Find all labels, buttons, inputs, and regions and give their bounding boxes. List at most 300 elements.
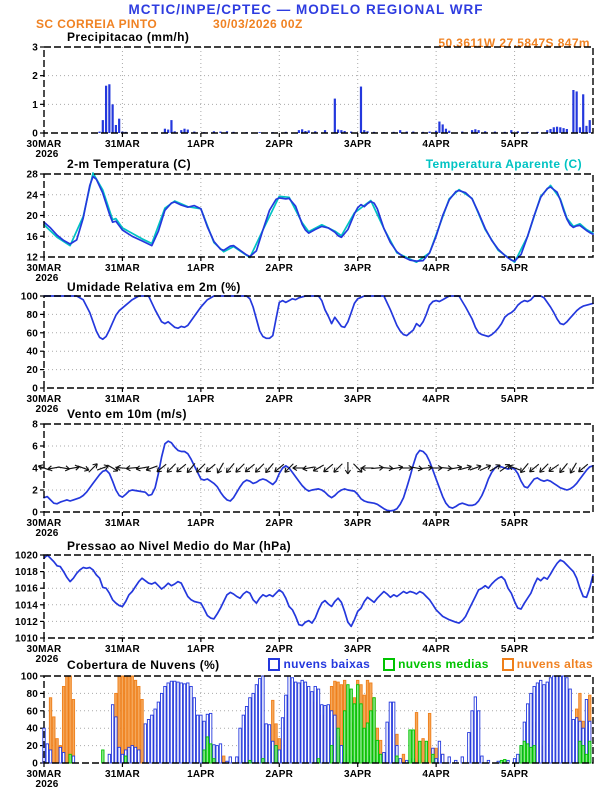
- x-tick-label: 3APR: [343, 518, 372, 529]
- cloud-bar: [422, 739, 424, 763]
- y-tick-label: 0: [32, 383, 38, 395]
- panel-pressao: [15, 551, 593, 666]
- x-tick-label: 1APR: [187, 139, 215, 150]
- cloud-bar: [360, 704, 362, 763]
- x-tick-label: 5APR: [500, 394, 529, 405]
- cloud-bar: [366, 723, 368, 763]
- cloud-bar: [108, 754, 110, 763]
- cloud-bar: [324, 706, 326, 763]
- cloud-bar: [72, 756, 74, 763]
- precip-bar: [399, 130, 401, 133]
- y-tick-label: 80: [26, 309, 38, 321]
- x-tick-label: 3APR: [343, 644, 372, 655]
- cloud-bar: [334, 715, 336, 763]
- precip-bar: [105, 86, 107, 133]
- cloud-bar: [468, 733, 470, 763]
- x-tick-label: 1APR: [187, 394, 215, 405]
- panel-temperatura: [26, 170, 593, 285]
- x-tick-label: 4APR: [422, 769, 450, 780]
- wind-barb-icon: [558, 462, 570, 475]
- cloud-bar: [585, 699, 587, 763]
- x-tick-year: 2026: [35, 149, 59, 160]
- cloud-bar: [193, 698, 195, 763]
- x-tick-label: 30MAR: [26, 644, 62, 655]
- cloud-bar: [229, 757, 231, 763]
- precip-bar: [115, 125, 117, 133]
- y-tick-label: 2: [32, 485, 38, 497]
- wind-barb-icon: [489, 463, 502, 474]
- panel-title-temperatura-aparente: Temperatura Aparente (C): [425, 157, 582, 171]
- cloud-bar: [278, 750, 280, 763]
- x-tick-year: 2026: [35, 528, 59, 539]
- cloud-bar: [536, 683, 538, 763]
- legend-label: nuvens baixas: [283, 657, 371, 671]
- cloud-bar: [262, 676, 264, 763]
- cloud-bar: [170, 681, 172, 763]
- cloud-bar: [144, 724, 146, 763]
- cloud-bar: [471, 711, 473, 763]
- cloud-bar: [56, 739, 58, 763]
- cloud-bar: [363, 728, 365, 763]
- cloud-bar: [111, 705, 113, 763]
- x-tick-label: 1APR: [187, 263, 215, 274]
- cloud-bar: [357, 685, 359, 763]
- cloud-bar: [249, 698, 251, 763]
- panel-frame: [44, 47, 593, 133]
- precip-bar: [562, 128, 564, 133]
- cloud-bar: [53, 717, 55, 763]
- cloud-bar: [425, 741, 427, 763]
- cloud-bar: [582, 746, 584, 763]
- cloud-bar: [275, 746, 277, 763]
- x-tick-label: 4APR: [422, 139, 450, 150]
- cloud-bar: [291, 678, 293, 763]
- cloud-bar: [589, 741, 591, 763]
- wind-barb-icon: [57, 464, 70, 471]
- cloud-bar: [311, 692, 313, 763]
- cloud-bar: [585, 754, 587, 763]
- cloud-bar: [265, 724, 267, 763]
- precip-bar: [572, 90, 574, 133]
- wind-barb-icon: [547, 462, 560, 473]
- cloud-bar: [546, 682, 548, 763]
- cloud-bar: [160, 693, 162, 763]
- x-tick-label: 31MAR: [104, 263, 140, 274]
- cloud-bar: [59, 747, 61, 763]
- panel-title-umidade: Umidade Relativa em 2m (%): [67, 280, 241, 294]
- data-line-blue: [44, 441, 593, 511]
- cloud-bar: [115, 717, 117, 763]
- cloud-bar: [579, 741, 581, 763]
- data-line-blue: [44, 177, 593, 262]
- x-tick-label: 31MAR: [104, 769, 140, 780]
- cloud-bar: [402, 754, 404, 763]
- x-tick-label: 5APR: [500, 139, 529, 150]
- cloud-bar: [530, 747, 532, 763]
- x-tick-label: 5APR: [500, 644, 529, 655]
- cloud-bar: [167, 683, 169, 763]
- x-tick-label: 2APR: [265, 394, 294, 405]
- y-tick-label: 1014: [14, 600, 38, 612]
- x-tick-label: 31MAR: [104, 518, 140, 529]
- cloud-bar: [134, 747, 136, 763]
- precip-bar: [442, 124, 444, 133]
- cloud-bar: [347, 685, 349, 763]
- wind-barb-icon: [244, 462, 257, 474]
- cloud-bar: [553, 676, 555, 763]
- cloud-bar: [252, 693, 254, 763]
- cloud-bar: [353, 704, 355, 763]
- cloud-bar: [281, 718, 283, 763]
- cloud-bar: [69, 676, 71, 763]
- x-tick-label: 4APR: [422, 518, 450, 529]
- cloud-bar: [203, 750, 205, 763]
- cloud-bar: [62, 686, 64, 763]
- cloud-bar: [141, 699, 143, 763]
- precip-bar: [108, 84, 110, 133]
- y-tick-label: 24: [26, 190, 38, 202]
- cloud-bar: [540, 680, 542, 763]
- data-line-cyan: [44, 173, 593, 262]
- precip-bar: [559, 127, 561, 133]
- wind-barb-icon: [204, 462, 217, 474]
- x-tick-label: 30MAR: [26, 394, 62, 405]
- y-tick-label: 12: [26, 252, 38, 264]
- cloud-bar: [399, 759, 401, 763]
- panel-title-temperatura: 2-m Temperatura (C): [67, 157, 192, 171]
- cloud-bar: [343, 711, 345, 763]
- cloud-bar: [285, 695, 287, 763]
- cloud-bar: [562, 676, 564, 763]
- wind-barb-icon: [293, 465, 305, 470]
- y-tick-label: 1012: [14, 616, 38, 628]
- cloud-bar: [523, 741, 525, 763]
- y-tick-label: 0: [32, 507, 38, 519]
- cloud-bar: [245, 706, 247, 763]
- legend-label: nuvens medias: [398, 657, 489, 671]
- model-run-datetime: 30/03/2026 00Z: [213, 17, 303, 31]
- cloud-bar: [268, 725, 270, 763]
- precip-bar: [170, 120, 172, 133]
- y-tick-label: 8: [32, 419, 38, 431]
- wind-barb-icon: [401, 465, 413, 470]
- x-tick-label: 5APR: [500, 518, 529, 529]
- page-title: MCTIC/INPE/CPTEC — MODELO REGIONAL WRF: [128, 2, 484, 17]
- y-tick-label: 20: [26, 211, 38, 222]
- wind-barb-icon: [345, 462, 350, 474]
- y-tick-label: 20: [26, 741, 38, 753]
- cloud-bar: [242, 715, 244, 763]
- y-tick-label: 28: [26, 169, 38, 181]
- cloud-bar: [517, 754, 519, 763]
- x-tick-label: 30MAR: [26, 518, 62, 529]
- cloud-bar: [474, 697, 476, 763]
- x-tick-label: 2APR: [265, 263, 294, 274]
- x-tick-label: 30MAR: [26, 139, 62, 150]
- cloud-bar: [379, 754, 381, 763]
- legend-label: nuvens altas: [516, 657, 593, 671]
- precip-bar: [556, 127, 558, 133]
- precip-bar: [579, 127, 581, 133]
- cloud-bar: [164, 686, 166, 763]
- cloud-bar: [448, 757, 450, 763]
- y-tick-label: 3: [32, 42, 38, 54]
- wind-barb-icon: [155, 462, 168, 474]
- cloud-bar: [412, 730, 414, 763]
- precip-bar: [553, 127, 555, 133]
- panel-vento: [27, 420, 593, 540]
- wind-barb-icon: [332, 462, 344, 474]
- wind-barb-icon: [165, 462, 177, 474]
- x-tick-label: 2APR: [265, 518, 294, 529]
- cloud-bar: [190, 686, 192, 763]
- cloud-bar: [255, 685, 257, 763]
- cloud-bar: [350, 689, 352, 763]
- cloud-bar: [294, 682, 296, 763]
- cloud-bar: [520, 746, 522, 763]
- cloud-bar: [216, 746, 218, 763]
- cloud-bar: [121, 676, 123, 763]
- station-name: SC CORREIA PINTO: [36, 17, 158, 31]
- cloud-bar: [428, 713, 430, 763]
- wind-barb-icon: [381, 465, 393, 471]
- cloud-bar: [187, 683, 189, 763]
- cloud-bar: [62, 753, 64, 763]
- cloud-bar: [49, 750, 51, 763]
- y-tick-label: 0: [32, 758, 38, 770]
- y-tick-label: 1: [32, 99, 38, 111]
- y-tick-label: 6: [32, 441, 38, 453]
- cloud-bar: [288, 676, 290, 763]
- y-tick-label: 16: [26, 231, 38, 243]
- x-tick-year: 2026: [35, 654, 59, 665]
- x-tick-label: 3APR: [343, 769, 372, 780]
- cloud-bar: [301, 680, 303, 763]
- precip-bar: [429, 132, 431, 133]
- cloud-bar: [223, 756, 225, 763]
- cloud-bar: [396, 756, 398, 763]
- x-tick-label: 30MAR: [26, 263, 62, 274]
- cloud-bar: [409, 730, 411, 763]
- cloud-bar: [154, 709, 156, 763]
- precip-bar: [585, 126, 587, 133]
- cloud-bar: [314, 686, 316, 763]
- wind-barb-icon: [224, 462, 236, 475]
- x-tick-label: 31MAR: [104, 394, 140, 405]
- cloud-bar: [569, 689, 571, 763]
- x-tick-label: 3APR: [343, 139, 372, 150]
- wind-barb-icon: [440, 465, 452, 471]
- cloud-bar: [118, 747, 120, 763]
- cloud-bar: [533, 746, 535, 763]
- y-tick-label: 1020: [14, 550, 38, 562]
- cloud-bar: [526, 744, 528, 763]
- precip-bar: [118, 119, 120, 133]
- x-tick-year: 2026: [35, 273, 59, 284]
- cloud-bar: [441, 754, 443, 763]
- cloud-bar: [219, 744, 221, 763]
- cloud-bar: [298, 683, 300, 763]
- cloud-bar: [304, 682, 306, 763]
- cloud-bar: [180, 683, 182, 763]
- y-tick-label: 60: [26, 706, 38, 718]
- cloud-bar: [477, 711, 479, 763]
- precip-bar: [438, 122, 440, 133]
- panel-title-precipitacao: Precipitacao (mm/h): [67, 30, 190, 44]
- cloud-bar: [438, 741, 440, 763]
- cloud-bar: [239, 728, 241, 763]
- wind-barb-icon: [254, 462, 266, 474]
- x-tick-label: 30MAR: [26, 769, 62, 780]
- cloud-bar: [177, 682, 179, 763]
- cloud-bar: [337, 728, 339, 763]
- cloud-bar: [556, 676, 558, 763]
- x-tick-label: 4APR: [422, 394, 450, 405]
- precip-bar: [298, 130, 300, 133]
- x-tick-label: 4APR: [422, 263, 450, 274]
- x-tick-label: 4APR: [422, 644, 450, 655]
- cloud-bar: [206, 737, 208, 763]
- y-tick-label: 20: [26, 365, 38, 377]
- precip-bar: [582, 94, 584, 133]
- cloud-bar: [128, 747, 130, 763]
- cloud-bar: [307, 686, 309, 763]
- y-tick-label: 40: [26, 723, 38, 735]
- y-tick-label: 4: [32, 463, 38, 475]
- precip-bar: [102, 120, 104, 133]
- cloud-bar: [392, 702, 394, 763]
- cloud-bar: [543, 685, 545, 763]
- cloud-bar: [549, 678, 551, 763]
- x-tick-label: 5APR: [500, 263, 529, 274]
- x-tick-label: 1APR: [187, 769, 215, 780]
- cloud-bar: [249, 760, 251, 763]
- cloud-bar: [415, 713, 417, 763]
- cloud-bar: [389, 702, 391, 763]
- x-tick-label: 2APR: [265, 139, 294, 150]
- panel-nuvens: [21, 672, 593, 791]
- cloud-bar: [157, 702, 159, 763]
- cloud-bar: [370, 711, 372, 763]
- cloud-bar: [321, 705, 323, 763]
- y-tick-label: 80: [26, 688, 38, 700]
- precip-bar: [98, 132, 100, 133]
- panel-title-pressao: Pressao ao Nivel Medio do Mar (hPa): [67, 539, 292, 553]
- y-tick-label: 100: [20, 291, 38, 303]
- x-tick-label: 3APR: [343, 263, 372, 274]
- cloud-bar: [131, 746, 133, 763]
- panel-title-nuvens: Cobertura de Nuvens (%): [67, 658, 220, 672]
- y-tick-label: 0: [32, 128, 38, 140]
- cloud-bar: [72, 699, 74, 763]
- x-tick-label: 5APR: [500, 769, 529, 780]
- cloud-bar: [272, 741, 274, 763]
- x-tick-label: 1APR: [187, 644, 215, 655]
- cloud-bar: [174, 681, 176, 763]
- precip-bar: [589, 120, 591, 133]
- wind-barb-icon: [568, 462, 579, 475]
- cloud-bar: [138, 750, 140, 763]
- cloud-bar: [66, 676, 68, 763]
- y-tick-label: 100: [20, 671, 38, 683]
- x-tick-label: 1APR: [187, 518, 215, 529]
- cloud-bar: [432, 754, 434, 763]
- panel-frame: [44, 296, 593, 388]
- cloud-bar: [330, 746, 332, 763]
- x-tick-label: 3APR: [343, 394, 372, 405]
- cloud-bar: [151, 715, 153, 763]
- x-tick-label: 31MAR: [104, 644, 140, 655]
- cloud-bar: [566, 678, 568, 763]
- panel-frame: [44, 555, 593, 638]
- cloud-bar: [383, 753, 385, 763]
- cloud-bar: [340, 746, 342, 763]
- cloud-bar: [121, 754, 123, 763]
- x-tick-year: 2026: [35, 779, 59, 790]
- y-tick-label: 60: [26, 328, 38, 340]
- cloud-bar: [200, 715, 202, 763]
- cloud-bar: [386, 722, 388, 763]
- wind-barb-icon: [312, 463, 325, 474]
- cloud-bar: [209, 744, 211, 763]
- precip-bar: [448, 131, 450, 133]
- cloud-bar: [373, 698, 375, 763]
- y-tick-label: 2: [32, 71, 38, 83]
- precip-bar: [576, 91, 578, 133]
- precip-bar: [112, 104, 114, 133]
- cloud-bar: [258, 679, 260, 763]
- data-line-blue: [44, 296, 593, 339]
- cloud-bar: [69, 754, 71, 763]
- cloud-bar: [327, 705, 329, 763]
- y-tick-label: 40: [26, 346, 38, 358]
- wind-barb-icon: [469, 464, 482, 473]
- panel-frame: [44, 174, 593, 257]
- cloud-bar: [559, 676, 561, 763]
- panel-precipitacao: [27, 43, 593, 161]
- cloud-bar: [147, 720, 149, 764]
- y-tick-label: 1018: [14, 567, 38, 579]
- x-tick-year: 2026: [35, 404, 59, 415]
- cloud-bar: [183, 684, 185, 763]
- series-precipitacao: [98, 84, 590, 133]
- cloud-bar: [196, 715, 198, 763]
- cloud-bar: [575, 718, 577, 763]
- station-coordinates: 50.3611W 27.5847S 847m: [438, 36, 590, 50]
- wind-barb-icon: [264, 462, 276, 475]
- wind-barb-icon: [528, 462, 541, 474]
- precip-bar: [334, 99, 336, 133]
- cloud-bar: [236, 757, 238, 763]
- cloud-bar: [419, 741, 421, 763]
- data-line-blue: [44, 555, 593, 626]
- cloud-bar: [461, 757, 463, 763]
- cloud-bar: [102, 750, 104, 763]
- cloud-bar: [124, 756, 126, 763]
- y-tick-label: 1010: [14, 633, 38, 645]
- y-tick-label: 1016: [14, 583, 38, 595]
- cloud-bar: [46, 744, 48, 763]
- x-tick-label: 2APR: [265, 769, 294, 780]
- x-tick-label: 31MAR: [104, 139, 140, 150]
- x-tick-label: 2APR: [265, 644, 294, 655]
- cloud-bar: [376, 740, 378, 763]
- cloud-bar: [572, 720, 574, 764]
- cloud-bar: [317, 689, 319, 763]
- panel-title-vento: Vento em 10m (m/s): [67, 407, 187, 421]
- cloud-bar: [481, 756, 483, 763]
- precip-bar: [259, 132, 261, 133]
